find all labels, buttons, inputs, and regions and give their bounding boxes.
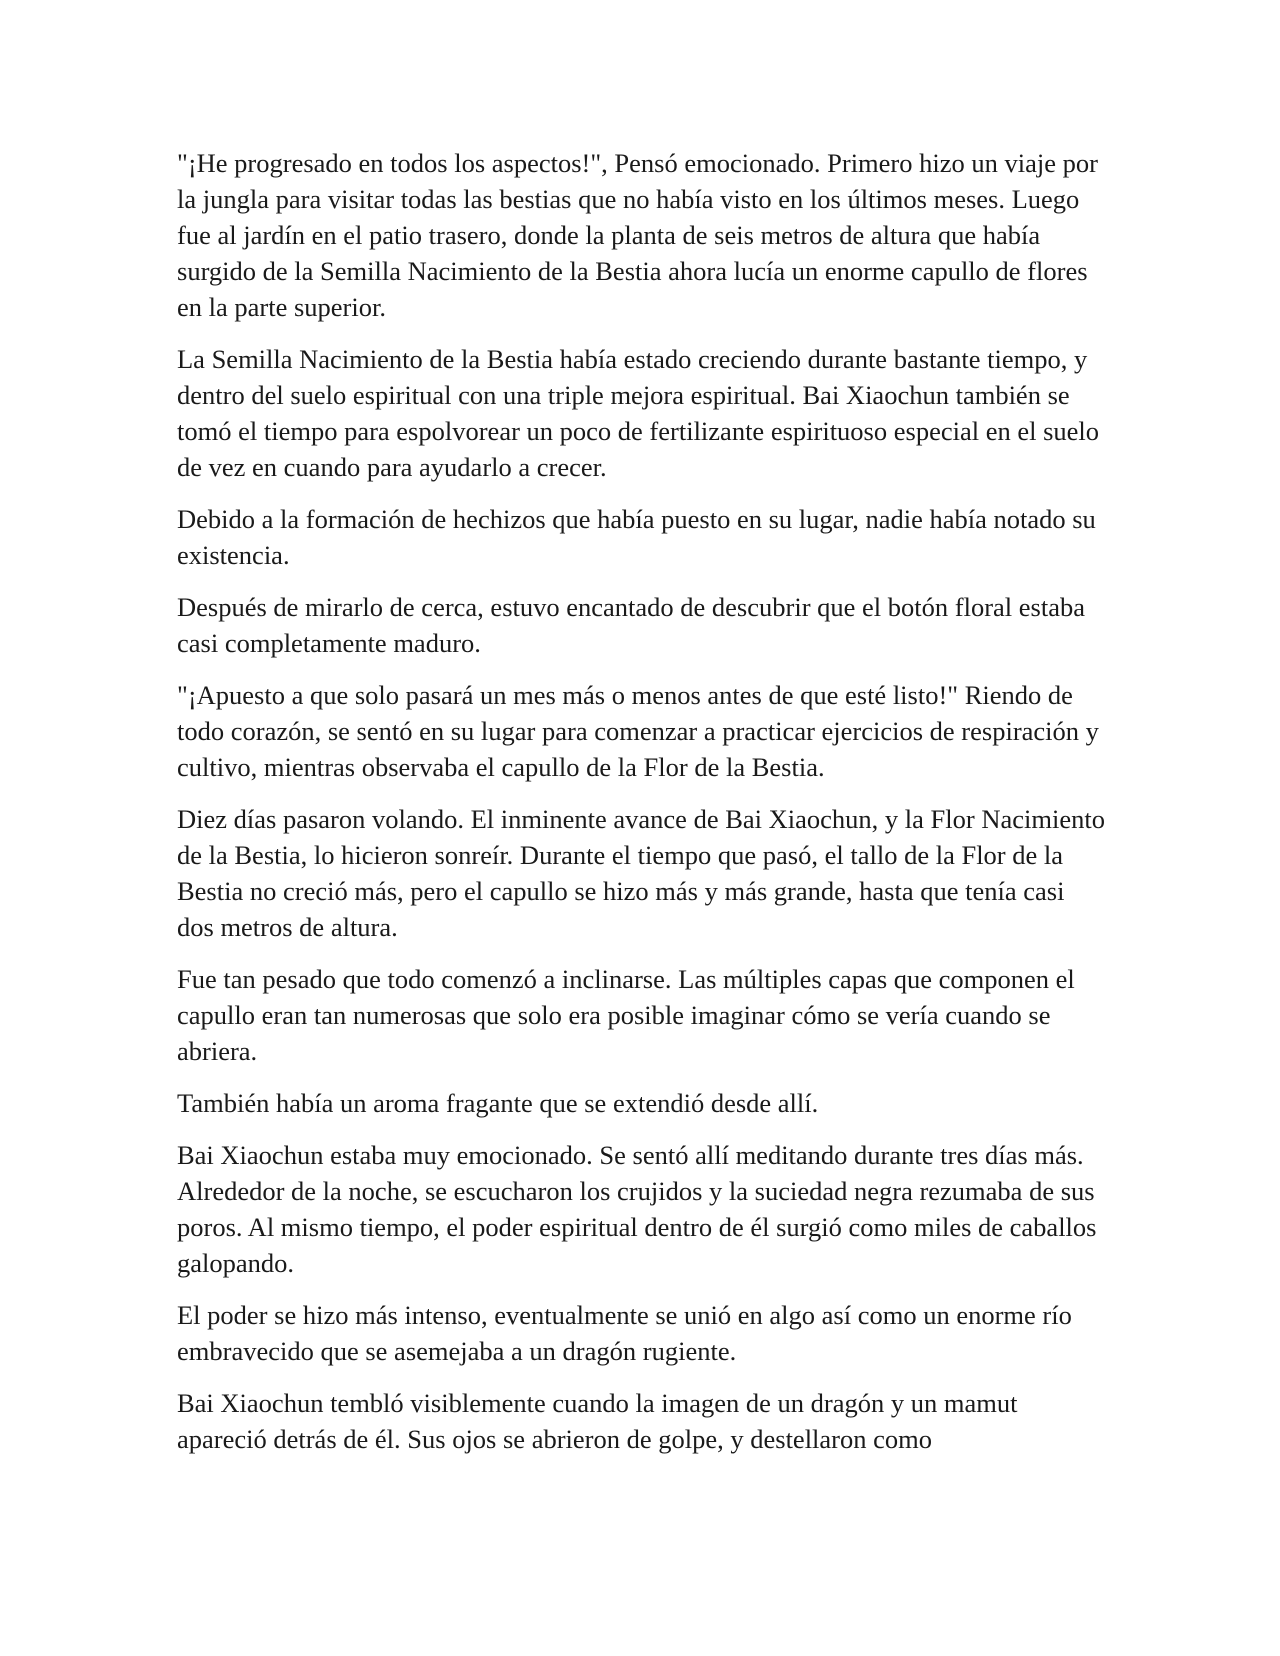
paragraph: "¡Apuesto a que solo pasará un mes más o menos antes de que esté listo!" Riendo de todo corazón, se sentó en su lugar para comenzar a practicar ejercicios de respiración y cultivo, mientras observaba el capullo de la Flor de la Bestia. [177,680,1099,782]
document-body [177,145,1107,1473]
paragraph: Debido a la formación de hechizos que había puesto en su lugar, nadie había notado su existencia. [177,504,1096,570]
paragraph: Después de mirarlo de cerca, estuvo encantado de descubrir que el botón floral estaba casi completamente maduro. [177,592,1085,658]
paragraph: También había un aroma fragante que se extendió desde allí. [177,1088,819,1118]
paragraph: El poder se hizo más intenso, eventualmente se unió en algo así como un enorme río embravecido que se asemejaba a un dragón rugiente. [177,1300,1072,1366]
paragraph: "¡He progresado en todos los aspectos!", Pensó emocionado. Primero hizo un viaje por la jungla para visitar todas las bestias que no había visto en los últimos meses. Luego fue al jardín en el patio trasero, donde la planta de seis metros de altura que había surgido de la Semilla Nacimiento de la Bestia ahora lucía un enorme capullo de flores en la parte superior. [177,148,1098,322]
paragraph: La Semilla Nacimiento de la Bestia había estado creciendo durante bastante tiempo, y dentro del suelo espiritual con una triple mejora espiritual. Bai Xiaochun también se tomó el tiempo para espolvorear un poco de fertilizante espirituoso especial en el suelo de vez en cuando para ayudarlo a crecer. [177,344,1100,482]
paragraph: Diez días pasaron volando. El inminente avance de Bai Xiaochun, y la Flor Nacimiento de la Bestia, lo hicieron sonreír. Durante el tiempo que pasó, el tallo de la Flor de la Bestia no creció más, pero el capullo se hizo más y más grande, hasta que tenía casi dos metros de altura. [177,804,1105,942]
paragraph: Bai Xiaochun tembló visiblemente cuando la imagen de un dragón y un mamut apareció detrás de él. Sus ojos se abrieron de golpe, y destellaron como [177,1388,1018,1454]
paragraph: Bai Xiaochun estaba muy emocionado. Se sentó allí meditando durante tres días más. Alrededor de la noche, se escucharon los crujidos y la suciedad negra rezumaba de sus poros. Al mismo tiempo, el poder espiritual dentro de él surgió como miles de caballos galopando. [177,1140,1097,1278]
paragraph: Fue tan pesado que todo comenzó a inclinarse. Las múltiples capas que componen el capullo eran tan numerosas que solo era posible imaginar cómo se vería cuando se abriera. [177,964,1075,1066]
